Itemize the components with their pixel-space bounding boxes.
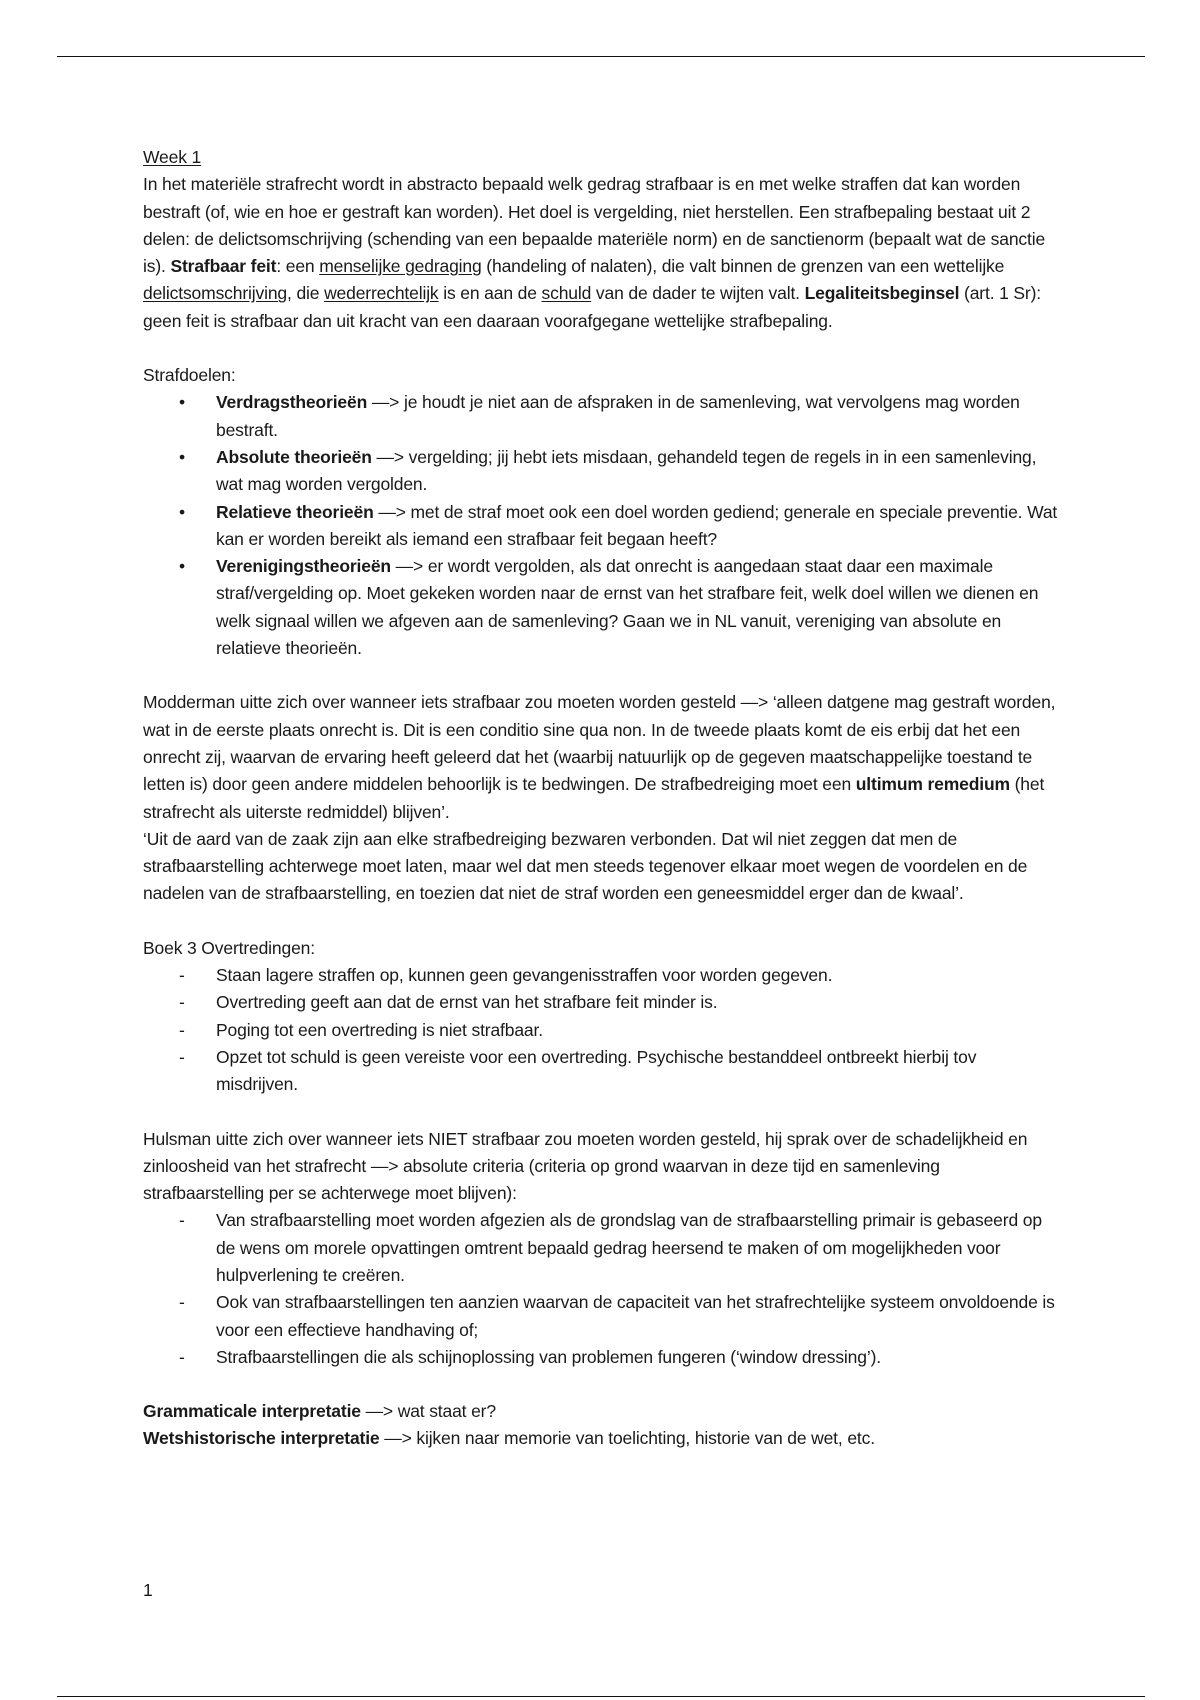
boek3-title: Boek 3 Overtredingen:	[143, 937, 315, 958]
underlined-term: delictsomschrijving	[143, 283, 288, 304]
intro-text: van de dader te wijten valt.	[591, 283, 800, 304]
list-item	[143, 1044, 1058, 1099]
bullet-marker: •	[179, 501, 185, 522]
header-rule	[57, 56, 1145, 57]
list-item	[143, 553, 1058, 662]
underlined-term: menselijke gedraging	[319, 256, 482, 277]
list-item	[143, 1017, 1058, 1044]
hulsman-list	[143, 1207, 1058, 1371]
interpretatie-text: —> kijken naar memorie van toelichting, historie van de wet, etc.	[379, 1428, 875, 1449]
theory-term: Verdragstheorieën	[216, 392, 368, 413]
interpretatie-text: —> wat staat er?	[360, 1401, 496, 1422]
legaliteitsbeginsel-term: Legaliteitsbeginsel	[804, 283, 960, 304]
list-item	[143, 1344, 1058, 1371]
list-item	[143, 1289, 1058, 1344]
list-item	[143, 389, 1058, 444]
intro-text: , die	[287, 283, 325, 304]
footer-rule	[57, 1696, 1145, 1697]
modderman-text: Modderman uitte zich over wanneer iets strafbaar zou moeten worden gesteld —> ‘alleen datgene mag gestraft worden, wat in de eerste plaats onrecht is. Dit is een conditio sine qua non. In de tweede plaats komt de eis erbij dat het een onrecht zij, waarvan de ervaring heeft geleerd dat het (waarbij natuurlijk op de gegeven maatschappelijke toestand te letten is) door geen andere middelen behoorlijk is te bedwingen. De strafbedreiging moet een	[143, 692, 1056, 795]
intro-text: (art. 1 Sr): geen feit is strafbaar dan uit kracht van een daaraan voorafgegane wettelijke strafbepaling.	[143, 283, 1041, 331]
dash-marker: -	[179, 965, 185, 986]
list-item-text: Strafbaarstellingen die als schijnoplossing van problemen fungeren (‘window dressing’).	[216, 1346, 881, 1367]
hulsman-paragraph: Hulsman uitte zich over wanneer iets NIET strafbaar zou moeten worden gesteld, hij sprak over de schadelijkheid en zinloosheid van het strafrecht —> absolute criteria (criteria op grond waarvan in deze tijd en samenleving strafbaarstelling per se achterwege moet blijven):	[143, 1128, 1028, 1204]
list-item-text: Poging tot een overtreding is niet strafbaar.	[216, 1019, 543, 1040]
wetshistorische-term: Wetshistorische interpretatie	[143, 1428, 380, 1449]
theory-text: —> met de straf moet ook een doel worden gediend; generale en speciale preventie. Wat kan er worden bereikt als iemand een strafbaar feit begaan heeft?	[216, 501, 1058, 549]
list-item	[143, 989, 1058, 1016]
theory-text: —> je houdt je niet aan de afspraken in de samenleving, wat vervolgens mag worden bestraft.	[216, 392, 1020, 440]
list-item-text: Ook van strafbaarstellingen ten aanzien waarvan de capaciteit van het strafrechtelijke systeem onvoldoende is voor een effectieve handhaving of;	[216, 1292, 1055, 1340]
grammaticale-term: Grammaticale interpretatie	[143, 1401, 361, 1422]
theory-text: —> vergelding; jij hebt iets misdaan, gehandeld tegen de regels in in een samenleving, wat mag worden vergolden.	[216, 446, 1037, 495]
list-item-text: Staan lagere straffen op, kunnen geen gevangenisstraffen voor worden gegeven.	[216, 965, 833, 986]
intro-text: In het materiële strafrecht wordt in abstracto bepaald welk gedrag strafbaar is en met welke straffen dat kan worden bestraft (of, wie en hoe er gestraft kan worden). Het doel is vergelding, niet herstellen. Een strafbepaling bestaat uit 2 delen: de delictsomschrijving (schending van een bepaalde materiële norm) en de sanctienorm (bepaalt wat de sanctie is).	[143, 174, 1046, 277]
modderman-text: (het strafrecht als uiterste redmiddel) blijven’.	[143, 774, 1045, 822]
dash-marker: -	[179, 1292, 185, 1313]
list-item	[143, 444, 1058, 499]
intro-text: : een	[276, 256, 320, 277]
theory-term: Relatieve theorieën	[216, 501, 374, 522]
list-item	[143, 499, 1058, 554]
strafdoelen-title: Strafdoelen:	[143, 365, 236, 386]
list-item	[143, 962, 1058, 989]
dash-marker: -	[179, 1019, 185, 1040]
heading-text: Week 1	[143, 147, 202, 167]
dash-marker: -	[179, 1046, 185, 1067]
modderman-quote: ‘Uit de aard van de zaak zijn aan elke strafbedreiging bezwaren verbonden. Dat wil niet zeggen dat men de strafbaarstelling achterwege moet laten, maar wel dat men steeds tegenover elkaar moet wegen de voordelen en de nadelen van de strafbaarstelling, en toezien dat niet de straf worden een geneesmiddel erger dan de kwaal’.	[143, 828, 1028, 904]
bullet-marker: •	[179, 392, 185, 413]
ultimum-remedium-term: ultimum remedium	[855, 774, 1010, 795]
theory-text: —> er wordt vergolden, als dat onrecht is aangedaan staat daar een maximale straf/vergelding op. Moet gekeken worden naar de ernst van het strafbare feit, welk doel willen we dienen en welk signaal willen we afgeven aan de samenleving? Gaan we in NL vanuit, vereniging van absolute en relatieve theorieën.	[216, 556, 1039, 659]
intro-text: is en aan de	[438, 283, 542, 304]
intro-text: (handeling of nalaten), die valt binnen de grenzen van een wettelijke	[481, 256, 1005, 277]
dash-marker: -	[179, 1210, 185, 1231]
list-item-text: Opzet tot schuld is geen vereiste voor een overtreding. Psychische bestanddeel ontbreekt hierbij tov misdrijven.	[216, 1046, 977, 1095]
strafbaar-feit-term: Strafbaar feit	[170, 256, 277, 277]
intro-paragraph	[143, 171, 1058, 335]
grammaticale-line	[143, 1398, 1058, 1425]
dash-marker: -	[179, 992, 185, 1013]
bullet-marker: •	[179, 446, 185, 467]
document-body	[143, 144, 1058, 1453]
underlined-term: schuld	[541, 283, 592, 304]
page-number: 1	[143, 1580, 153, 1600]
boek3-list	[143, 962, 1058, 1098]
strafdoelen-list	[143, 389, 1058, 662]
theory-term: Absolute theorieën	[216, 446, 372, 467]
bullet-marker: •	[179, 556, 185, 577]
theory-term: Verenigingstheorieën	[216, 556, 391, 577]
page-heading	[143, 144, 1058, 171]
underlined-term: wederrechtelijk	[324, 283, 439, 304]
wetshistorische-line	[143, 1425, 1058, 1452]
list-item-text: Overtreding geeft aan dat de ernst van het strafbare feit minder is.	[216, 992, 718, 1013]
modderman-paragraph	[143, 689, 1058, 825]
dash-marker: -	[179, 1346, 185, 1367]
list-item	[143, 1207, 1058, 1289]
list-item-text: Van strafbaarstelling moet worden afgezien als de grondslag van de strafbaarstelling primair is gebaseerd op de wens om morele opvattingen omtrent bepaald gedrag heersend te maken of om mogelijkheden voor hulpverlening te creëren.	[216, 1210, 1042, 1285]
